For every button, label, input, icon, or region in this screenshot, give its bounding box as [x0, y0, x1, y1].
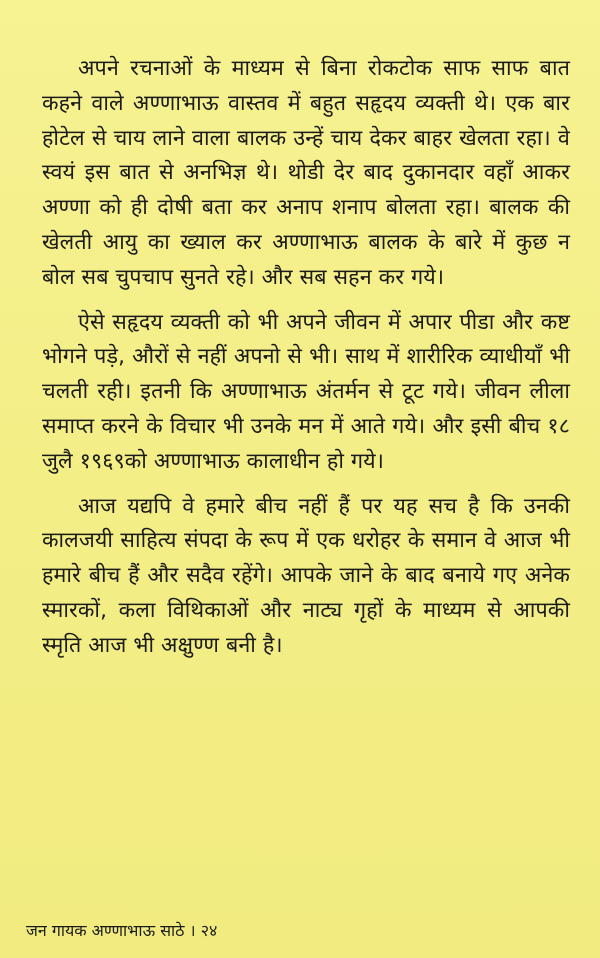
body-text: [42, 52, 570, 674]
page-footer: जन गायक अण्णाभाऊ साठे । २४: [26, 921, 218, 940]
paragraph-2: ऐसे सहृदय व्यक्ती को भी अपने जीवन में अपार पीडा और कष्ट भोगने पड़े, औरों से नहीं अपनो से भी। साथ में शारीरिक व्याधीयाँ भी चलती रही। इतनी कि अण्णाभाऊ अंतर्मन से टूट गये। जीवन लीला समाप्त करने के विचार भी उनके मन में आते गये। और इसी बीच १८ जुलै १९६९को अण्णाभाऊ कालाधीन हो गये।: [42, 309, 570, 474]
paragraph-3: आज यद्यपि वे हमारे बीच नहीं हैं पर यह सच है कि उनकी कालजयी साहित्य संपदा के रूप में एक धरोहर के समान वे आज भी हमारे बीच हैं और सदैव रहेंगे। आपके जाने के बाद बनाये गए अनेक स्मारकों, कला विथिकाओं और नाट्य गृहों के माध्यम से आपकी स्मृति आज भी अक्षुण्ण बनी है।: [42, 493, 570, 658]
paragraph-1: अपने रचनाओं के माध्यम से बिना रोकटोक साफ साफ बात कहने वाले अण्णाभाऊ वास्तव में बहुत सहृदय व्यक्ती थे। एक बार होटेल से चाय लाने वाला बालक उन्हें चाय देकर बाहर खेलता रहा। वे स्वयं इस बात से अनभिज्ञ थे। थोडी देर बाद दुकानदार वहाँ आकर अण्णा को ही दोषी बता कर अनाप शनाप बोलता रहा। बालक की खेलती आयु का ख्याल कर अण्णाभाऊ बालक के बारे में कुछ न बोल सब चुपचाप सुनते रहे। और सब सहन कर गये।: [42, 56, 570, 290]
